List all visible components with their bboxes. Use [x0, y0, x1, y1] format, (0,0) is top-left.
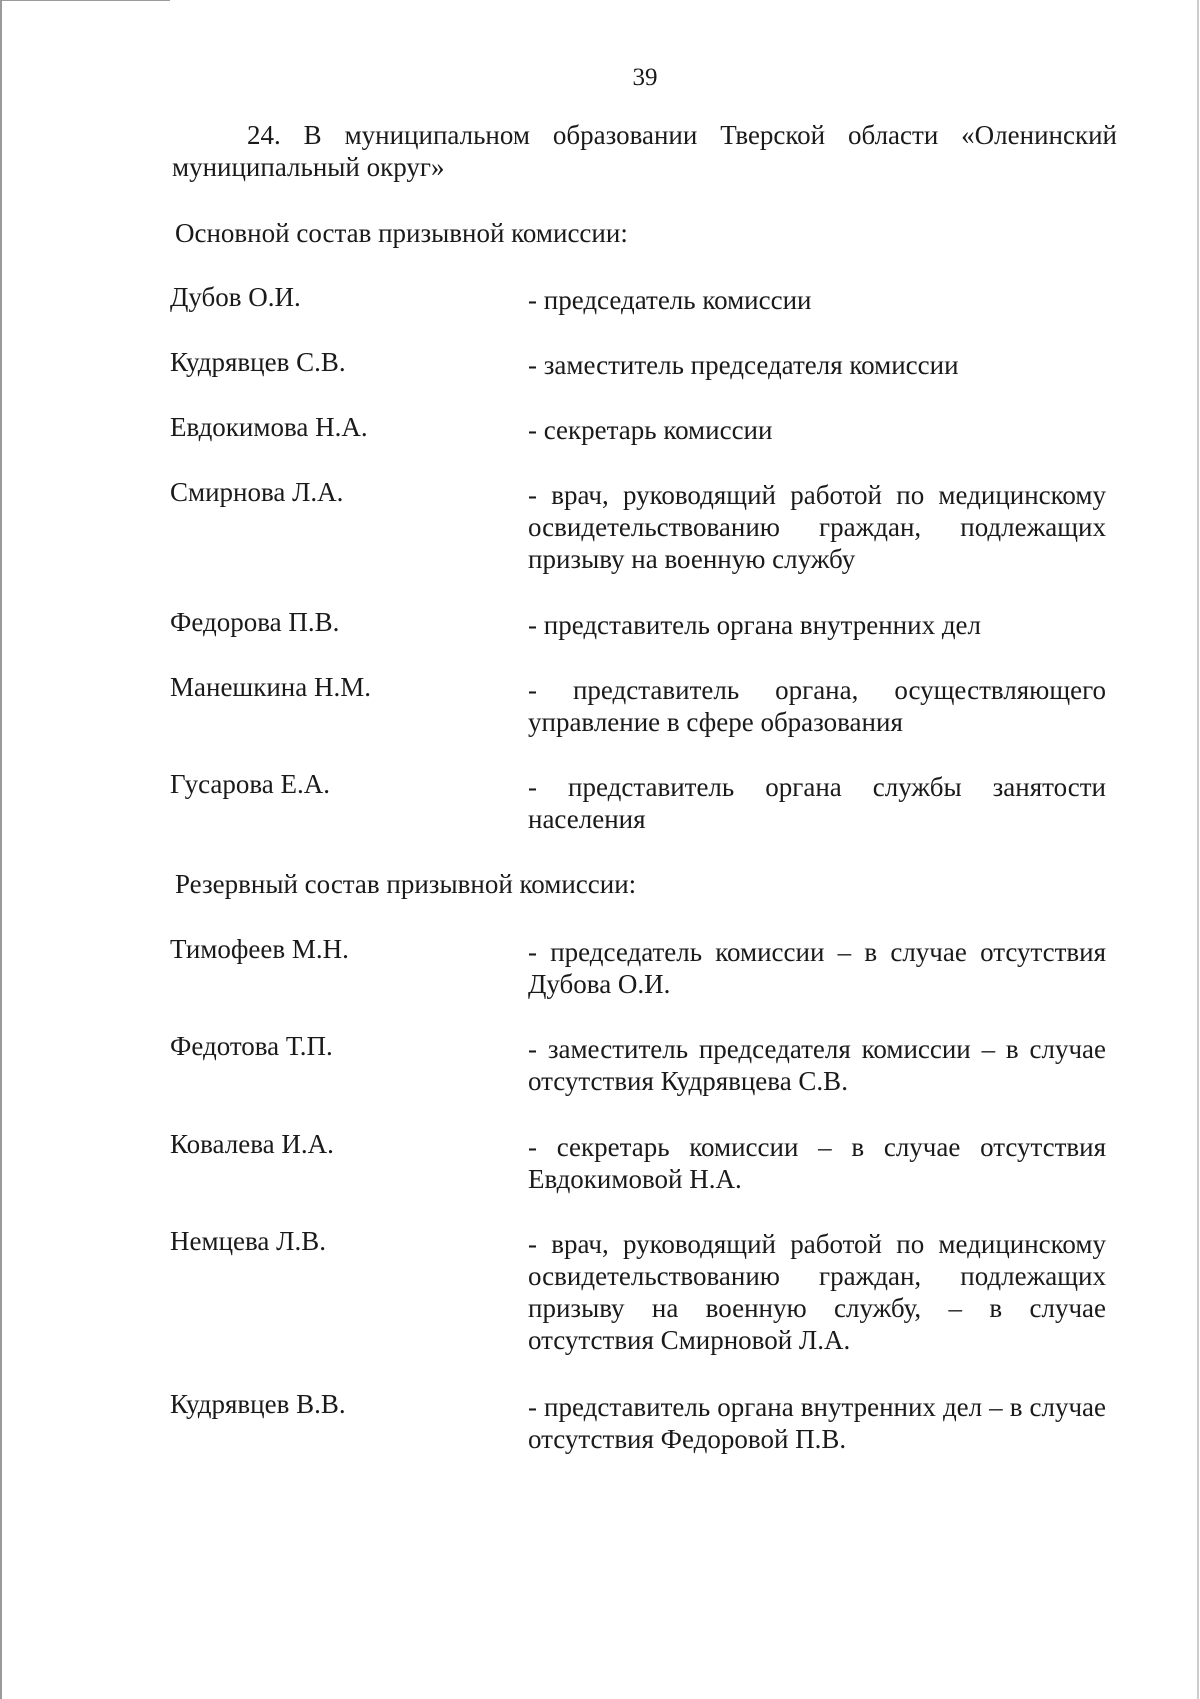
section-heading-text: 24. В муниципальном образовании Тверской области «Оленинский муниципальный округ» [172, 120, 1117, 182]
member-name: Дубов О.И. [170, 282, 301, 312]
main-composition-title: Основной состав призывной комиссии: [175, 218, 628, 248]
member-name: Тимофеев М.Н. [170, 934, 349, 964]
member-name: Гусарова Е.А. [170, 769, 330, 799]
member-name: Немцева Л.В. [170, 1226, 326, 1256]
member-role: - представитель органа внутренних дел [528, 610, 982, 640]
member-name: Манешкина Н.М. [170, 672, 371, 702]
scan-edge-right [1197, 0, 1199, 1699]
member-role: - заместитель председателя комиссии – в случае отсутствия Кудрявцева С.В. [528, 1034, 1106, 1096]
member-role: - врач, руководящий работой по медицинскому освидетельствованию граждан, подлежащих призыву на военную службу [528, 480, 1106, 574]
scan-edge-left [0, 0, 2, 1699]
section-heading [172, 119, 1117, 183]
scan-edge-top [0, 0, 170, 1]
member-role: - председатель комиссии [528, 285, 812, 315]
member-role: - представитель органа, осуществляющего управление в сфере образования [528, 675, 1106, 737]
reserve-composition-title: Резервный состав призывной комиссии: [175, 869, 637, 899]
member-role: - представитель органа внутренних дел – в случае отсутствия Федоровой П.В. [528, 1392, 1106, 1454]
member-role: - секретарь комиссии – в случае отсутствия Евдокимовой Н.А. [528, 1132, 1106, 1194]
member-name: Евдокимова Н.А. [170, 412, 368, 442]
member-role: - заместитель председателя комиссии [528, 350, 959, 380]
member-name: Кудрявцев В.В. [170, 1389, 346, 1419]
member-name: Ковалева И.А. [170, 1129, 334, 1159]
member-role: - врач, руководящий работой по медицинскому освидетельствованию граждан, подлежащих призыву на военную службу, – в случае отсутствия Смирновой Л.А. [528, 1229, 1106, 1355]
member-name: Федорова П.В. [170, 607, 340, 637]
page-number: 39 [632, 64, 658, 91]
member-name: Федотова Т.П. [170, 1031, 333, 1061]
member-role: - представитель органа службы занятости населения [528, 772, 1106, 834]
member-role: - председатель комиссии – в случае отсутствия Дубова О.И. [528, 937, 1106, 999]
member-role: - секретарь комиссии [528, 415, 773, 445]
member-name: Кудрявцев С.В. [170, 347, 346, 377]
member-name: Смирнова Л.А. [170, 477, 344, 507]
